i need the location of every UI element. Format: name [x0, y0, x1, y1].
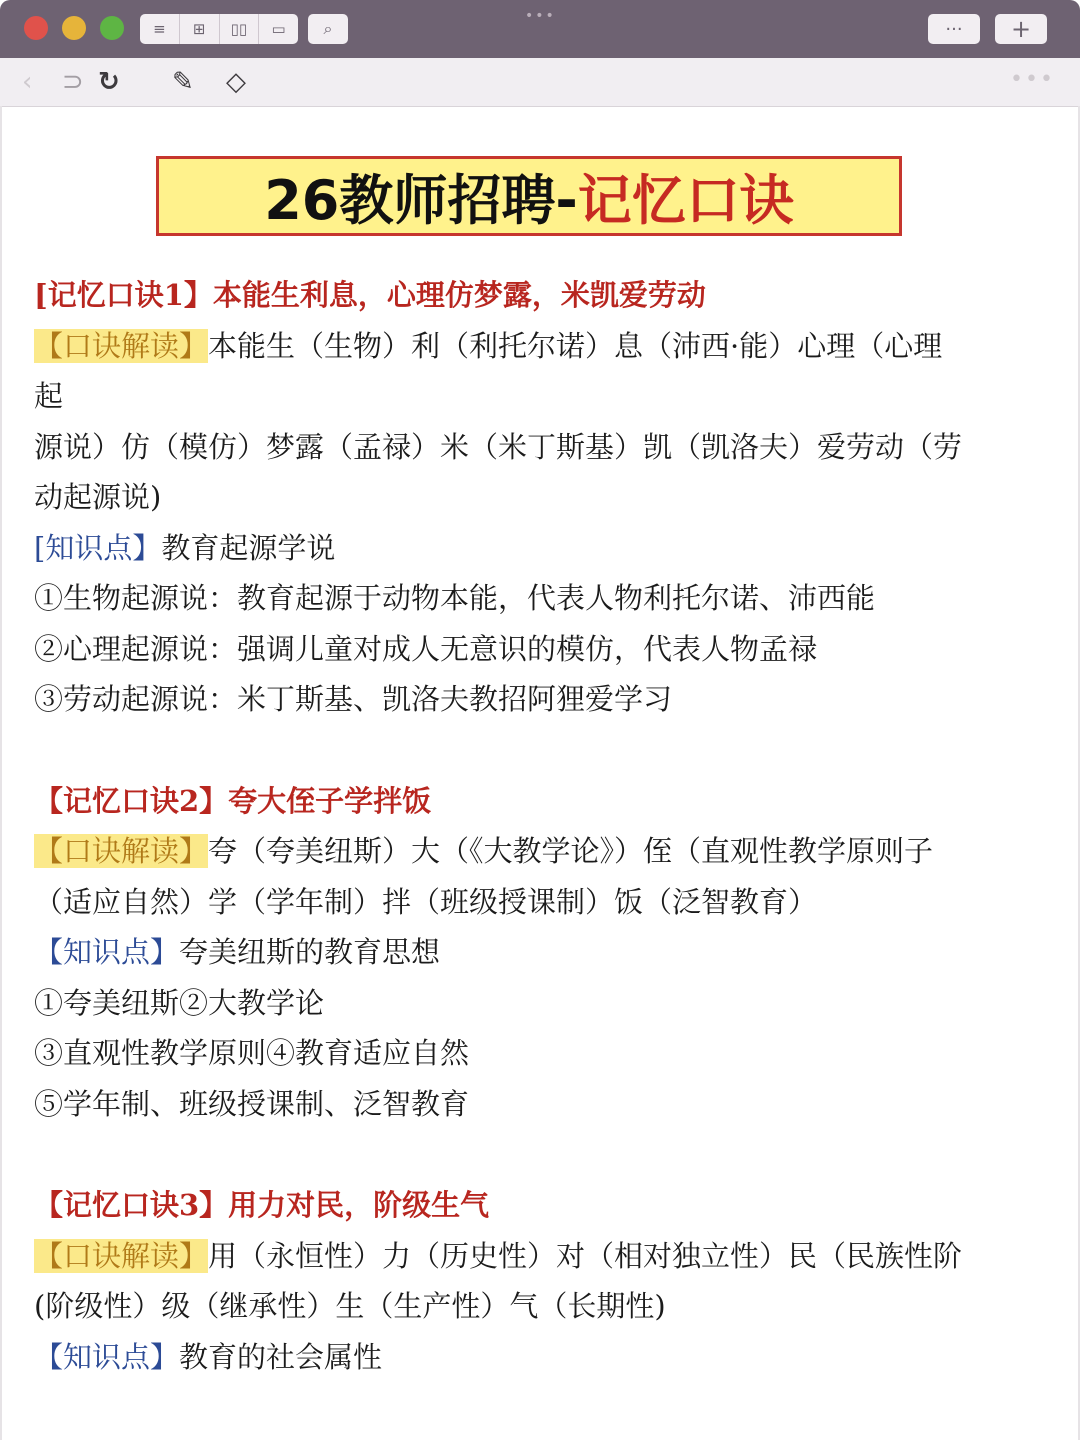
section-heading: [记忆口诀1】本能生利息，心理仿梦露，米凯爱劳动 — [34, 278, 706, 312]
interpretation-line: （适应自然）学（学年制）拌（班级授课制）饭（泛智教育） — [34, 884, 818, 919]
interpretation-label: 【口诀解读】 — [34, 328, 209, 363]
redo-icon[interactable]: ↻ — [98, 67, 120, 97]
add-page-button[interactable]: + — [995, 14, 1047, 44]
editor-toolbar — [0, 58, 1080, 107]
knowledge-label: 【知识点】 — [34, 935, 180, 969]
knowledge-point: ③劳动起源说：米丁斯基、凯洛夫教招阿狸爱学习 — [34, 682, 673, 716]
pen-icon[interactable]: ✎ — [172, 67, 194, 97]
interpretation-label: 【口诀解读】 — [34, 1238, 209, 1273]
knowledge-point: ①夸美纽斯②大教学论 — [34, 985, 325, 1020]
back-chevron-icon[interactable]: ‹ — [22, 67, 33, 97]
mnemonic-section — [34, 776, 1044, 1130]
zoom-window-button[interactable] — [100, 16, 124, 40]
knowledge-title: 教育的社会属性 — [179, 1339, 383, 1374]
knowledge-label: [知识点】 — [34, 530, 162, 565]
knowledge-point: ⑤学年制、班级授课制、泛智教育 — [34, 1086, 470, 1121]
knowledge-point: ①生物起源说：教育起源于动物本能，代表人物利托尔诺、沛西能 — [34, 581, 876, 615]
interpretation-line: 动起源说) — [34, 480, 162, 514]
undo-icon[interactable]: ⊃ — [62, 67, 84, 97]
page-title-prefix: 26教师招聘- — [264, 168, 578, 232]
window-grip-icon[interactable]: ••• — [525, 8, 556, 24]
toolbar-more-icon[interactable]: ••• — [1010, 67, 1055, 92]
interpretation-line — [34, 1231, 1044, 1282]
more-options-button[interactable]: ··· — [928, 14, 980, 44]
book-view-icon[interactable]: ▯▯ — [220, 14, 260, 44]
section-heading: 【记忆口诀2】夸大侄子学拌饭 — [34, 783, 432, 818]
window-titlebar — [0, 0, 1080, 58]
interpretation-text: 用（永恒性）力（历史性）对（相对独立性）民（民族性阶 — [208, 1238, 963, 1273]
knowledge-line — [34, 523, 1044, 574]
knowledge-line — [34, 927, 1044, 978]
list-view-icon[interactable]: ≡ — [140, 14, 180, 44]
knowledge-title: 夸美纽斯的教育思想 — [179, 935, 441, 969]
close-window-button[interactable] — [24, 16, 48, 40]
interpretation-text: 夸（夸美纽斯）大（《大教学论》）侄（直观性教学原则子 — [208, 834, 934, 868]
minimize-window-button[interactable] — [62, 16, 86, 40]
view-mode-switcher — [140, 14, 298, 44]
interpretation-line: 源说）仿（模仿）梦露（孟禄）米（米丁斯基）凯（凯洛夫）爱劳动（劳 — [34, 429, 963, 464]
knowledge-title: 教育起源学说 — [161, 530, 336, 565]
notes-body — [34, 270, 1044, 1382]
grid-view-icon[interactable]: ⊞ — [180, 14, 220, 44]
interpretation-line: 起 — [34, 379, 64, 413]
search-icon[interactable]: ⌕ — [308, 14, 348, 44]
interpretation-line: (阶级性）级（继承性）生（生产性）气（长期性) — [34, 1289, 666, 1323]
interpretation-line — [34, 321, 1044, 372]
section-heading: 【记忆口诀3】用力对民，阶级生气 — [34, 1188, 490, 1222]
knowledge-line — [34, 1332, 1044, 1383]
interpretation-label: 【口诀解读】 — [34, 834, 209, 868]
knowledge-point: ③直观性教学原则④教育适应自然 — [34, 1036, 470, 1070]
knowledge-label: 【知识点】 — [34, 1339, 180, 1374]
mnemonic-section — [34, 1180, 1044, 1382]
window-border-left — [0, 106, 2, 1440]
mnemonic-section — [34, 270, 1044, 725]
interpretation-line — [34, 826, 1044, 877]
eraser-icon[interactable]: ◇ — [226, 67, 246, 97]
page-title-highlight: 记忆口诀 — [577, 168, 794, 232]
section-spacer — [34, 725, 1044, 776]
section-spacer — [34, 1129, 1044, 1180]
page-view-icon[interactable]: ▭ — [271, 20, 286, 38]
page-title — [156, 156, 902, 236]
knowledge-point: ②心理起源说：强调儿童对成人无意识的模仿，代表人物孟禄 — [34, 631, 818, 666]
interpretation-text: 本能生（生物）利（利托尔诺）息（沛西·能）心理（心理 — [208, 328, 943, 363]
